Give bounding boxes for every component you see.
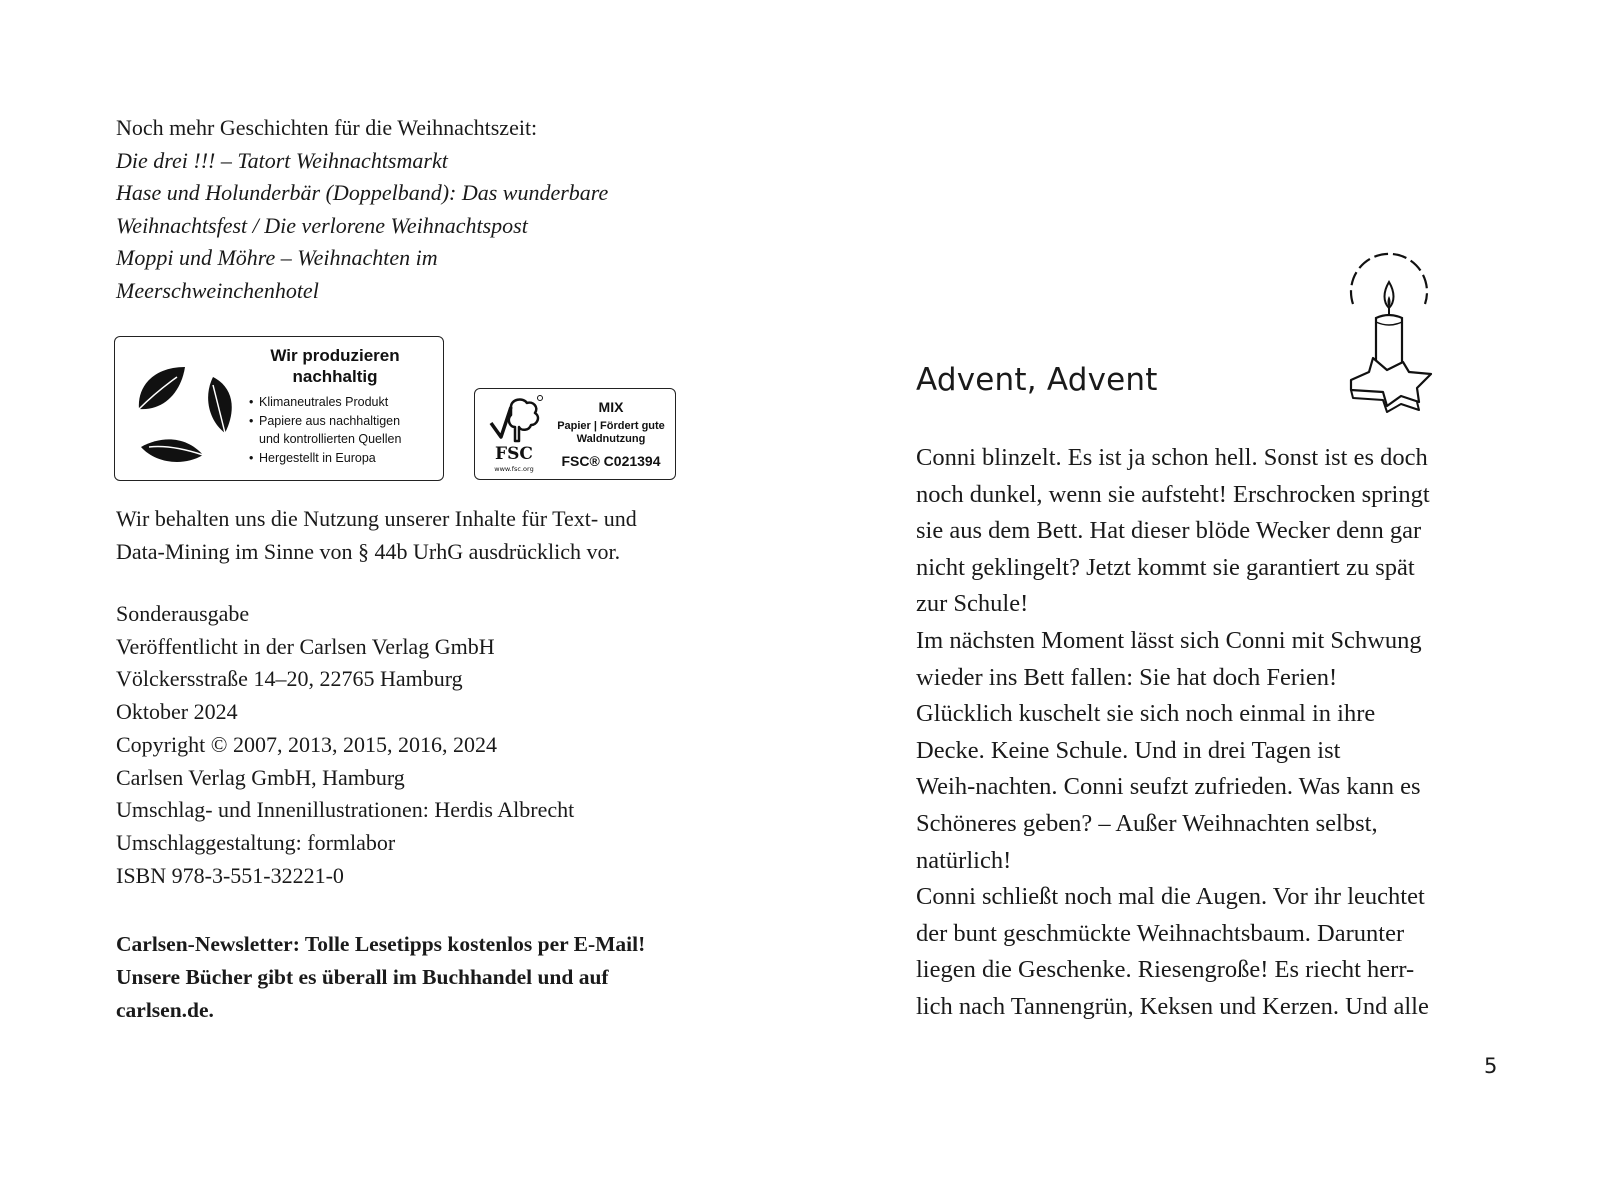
imprint-line: Völckersstraße 14–20, 22765 Hamburg	[116, 666, 463, 692]
list-item: • Klimaneutrales Produkt	[249, 395, 389, 409]
imprint-line: Veröffentlicht in der Carlsen Verlag GmbH	[116, 633, 495, 659]
book-title: Meerschweinchenhotel	[116, 277, 319, 303]
story-line: sie aus dem Bett. Hat dieser blöde Wecker denn gar	[916, 517, 1422, 545]
story-line: Schöneres geben? – Außer Weihnachten selbst,	[916, 809, 1378, 837]
fsc-label	[474, 388, 676, 480]
list-item: • Papiere aus nachhaltigen	[249, 413, 401, 428]
sustainability-label	[114, 336, 444, 481]
book-title: Moppi und Möhre – Weihnachten im	[116, 245, 438, 271]
newsletter-line: Carlsen-Newsletter: Tolle Lesetipps kostenlos per E-Mail!	[116, 932, 646, 956]
fsc-text	[549, 397, 673, 470]
right-page-story	[800, 0, 1600, 1182]
list-item: • Hergestellt in Europa	[249, 450, 376, 465]
fsc-description: Papier | Fördert gute Waldnutzung	[557, 420, 665, 445]
story-line: liegen die Geschenke. Riesengroße! Es riecht herr-	[916, 956, 1415, 984]
story-line: Glücklich kuschelt sie sich noch einmal in ihre	[916, 700, 1376, 728]
chapter-title: Advent, Advent	[916, 362, 1158, 398]
book-title: Weihnachtsfest / Die verlorene Weihnachtspost	[116, 212, 528, 238]
fsc-mix: MIX	[598, 399, 624, 415]
sustainability-list	[249, 393, 401, 467]
fsc-tree-icon	[483, 393, 545, 475]
newsletter-line: carlsen.de.	[116, 998, 214, 1022]
story-line: Decke. Keine Schule. Und in drei Tagen ist	[916, 736, 1341, 764]
story-text	[916, 440, 1430, 1026]
more-stories-heading: Noch mehr Geschichten für die Weihnachtszeit:	[116, 115, 538, 140]
story-line: Conni schließt noch mal die Augen. Vor ihr leuchtet	[916, 883, 1425, 911]
imprint-line: Carlsen Verlag GmbH, Hamburg	[116, 764, 405, 790]
book-title: Die drei !!! – Tatort Weihnachtsmarkt	[116, 147, 448, 173]
rights-line: Data-Mining im Sinne von § 44b UrhG ausdrücklich vor.	[116, 539, 621, 564]
fsc-url: www.fsc.org	[494, 465, 534, 473]
imprint-line: Oktober 2024	[116, 699, 238, 725]
story-line: wieder ins Bett fallen: Sie hat doch Ferien!	[916, 663, 1338, 691]
imprint-line: Sonderausgabe	[116, 601, 250, 626]
fsc-code: FSC® C021394	[561, 453, 661, 469]
fsc-logo-text: FSC	[495, 444, 533, 464]
newsletter-line: Unsere Bücher gibt es überall im Buchhandel und auf	[116, 965, 609, 989]
rights-notice	[116, 502, 637, 568]
page-number: 5	[1484, 1054, 1498, 1078]
story-line: nicht geklingelt? Jetzt kommt sie garantiert zu spät	[916, 553, 1415, 581]
list-item: und kontrollierten Quellen	[259, 432, 402, 446]
book-title: Hase und Holunderbär (Doppelband): Das wunderbare	[116, 180, 609, 206]
rights-line: Wir behalten uns die Nutzung unserer Inhalte für Text- und	[116, 506, 637, 531]
imprint	[116, 598, 574, 892]
isbn: ISBN 978-3-551-32221-0	[116, 862, 344, 888]
story-line: der bunt geschmückte Weihnachtsbaum. Darunter	[916, 919, 1405, 947]
sustainability-title: Wir produzieren nachhaltig	[270, 346, 400, 386]
story-line: Conni blinzelt. Es ist ja schon hell. Sonst ist es doch	[916, 444, 1428, 471]
story-line: natürlich!	[916, 846, 1012, 874]
recycling-leaves-icon	[133, 357, 239, 467]
newsletter-notice	[116, 928, 645, 1027]
story-line: lich nach Tannengrün, Keksen und Kerzen. Und alle	[916, 992, 1429, 1020]
imprint-line: Copyright © 2007, 2013, 2015, 2016, 2024	[116, 731, 497, 757]
story-line: zur Schule!	[916, 590, 1029, 618]
story-line: Im nächsten Moment lässt sich Conni mit Schwung	[916, 626, 1422, 654]
more-stories-list	[116, 112, 608, 308]
candle-icon	[1343, 252, 1439, 420]
imprint-line: Umschlag- und Innenillustrationen: Herdis Albrecht	[116, 797, 575, 823]
story-line: Weih-nachten. Conni seufzt zufrieden. Was kann es	[916, 773, 1421, 801]
imprint-line: Umschlaggestaltung: formlabor	[116, 829, 396, 855]
story-line: noch dunkel, wenn sie aufsteht! Erschrocken springt	[916, 480, 1430, 508]
